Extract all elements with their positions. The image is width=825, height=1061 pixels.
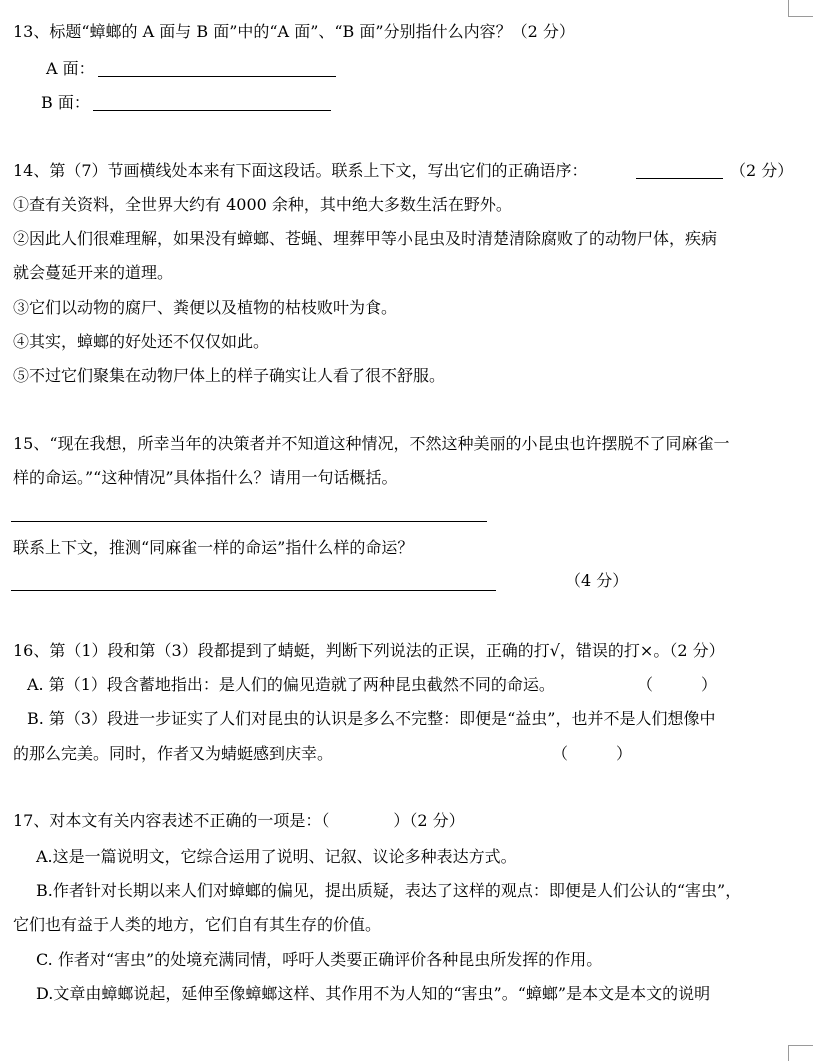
q15-question-line3: 联系上下文，推测“同麻雀一样的命运”指什么样的命运？ — [13, 538, 414, 557]
q13-title: 13、标题“蟑螂的 A 面与 B 面”中的“A 面”、“B 面”分别指什么内容？（2 分） — [13, 22, 575, 41]
q15-answer-line-2[interactable] — [11, 590, 496, 591]
page-corner-mark-bottom — [788, 1045, 813, 1061]
q16-option-b-line2: 的那么完美。同时，作者又为蜻蜓感到庆幸。 — [13, 744, 334, 763]
q14-sentence-3: ③它们以动物的腐尸、粪便以及植物的枯枝败叶为食。 — [13, 298, 398, 317]
q17-option-b-line1: B.作者针对长期以来人们对蟑螂的偏见，提出质疑，表达了这样的观点：即便是人们公认的“害虫”， — [36, 881, 742, 900]
q17-title: 17、对本文有关内容表述不正确的一项是：（ ）（2 分） — [13, 811, 465, 830]
q16-option-a: A. 第（1）段含蓄地指出：是人们的偏见造就了两种昆虫截然不同的命运。 — [27, 675, 555, 694]
q16-title: 16、第（1）段和第（3）段都提到了蜻蜓，判断下列说法的正误，正确的打√，错误的打×。（2 分） — [13, 641, 725, 660]
q17-option-d: D.文章由蟑螂说起，延伸至像蟑螂这样、其作用不为人知的“害虫”。“蟑螂”是本文是本文的说明 — [36, 984, 711, 1003]
q17-option-a: A.这是一篇说明文，它综合运用了说明、记叙、议论多种表达方式。 — [36, 847, 517, 866]
q14-sentence-1: ①查有关资料，全世界大约有 4000 余种，其中绝大多数生活在野外。 — [13, 195, 512, 214]
q14-score: （2 分） — [730, 161, 794, 180]
q13-a-label: A 面： — [46, 59, 95, 78]
q14-sentence-5: ⑤不过它们聚集在动物尸体上的样子确实让人看了很不舒服。 — [13, 366, 446, 385]
q14-answer-line[interactable] — [636, 178, 723, 179]
q13-b-label: B 面： — [41, 93, 90, 112]
q14-sentence-4: ④其实，蟑螂的好处还不仅仅如此。 — [13, 332, 270, 351]
q16-b-answer-paren[interactable]: （ ） — [552, 744, 633, 763]
q14-sentence-2-line1: ②因此人们很难理解，如果没有蟑螂、苍蝇、埋葬甲等小昆虫及时清楚清除腐败了的动物尸体，疾病 — [13, 229, 718, 248]
q14-title: 14、第（7）节画横线处本来有下面这段话。联系上下文，写出它们的正确语序： — [13, 161, 588, 180]
q17-option-b-line2: 它们也有益于人类的地方，它们自有其生存的价值。 — [13, 915, 382, 934]
q16-a-answer-paren[interactable]: （ ） — [637, 675, 718, 694]
q15-score: （4 分） — [565, 571, 629, 590]
q16-option-b-line1: B. 第（3）段进一步证实了人们对昆虫的认识是多么不完整：即便是“益虫”，也并不是人们想像中 — [27, 709, 716, 728]
q13-b-answer-line[interactable] — [93, 110, 331, 111]
q13-a-answer-line[interactable] — [98, 76, 336, 77]
q14-sentence-2-line2: 就会蔓延开来的道理。 — [13, 263, 174, 282]
q15-question-line1: 15、“现在我想，所幸当年的决策者并不知道这种情况，不然这种美丽的小昆虫也许摆脱不了同麻雀一 — [13, 434, 730, 453]
page-corner-mark-top — [788, 0, 813, 17]
q15-question-line2: 样的命运。”“这种情况”具体指什么？请用一句话概括。 — [13, 468, 398, 487]
q15-answer-line-1[interactable] — [11, 521, 487, 522]
q17-option-c: C. 作者对“害虫”的处境充满同情，呼吁人类要正确评价各种昆虫所发挥的作用。 — [36, 950, 603, 969]
